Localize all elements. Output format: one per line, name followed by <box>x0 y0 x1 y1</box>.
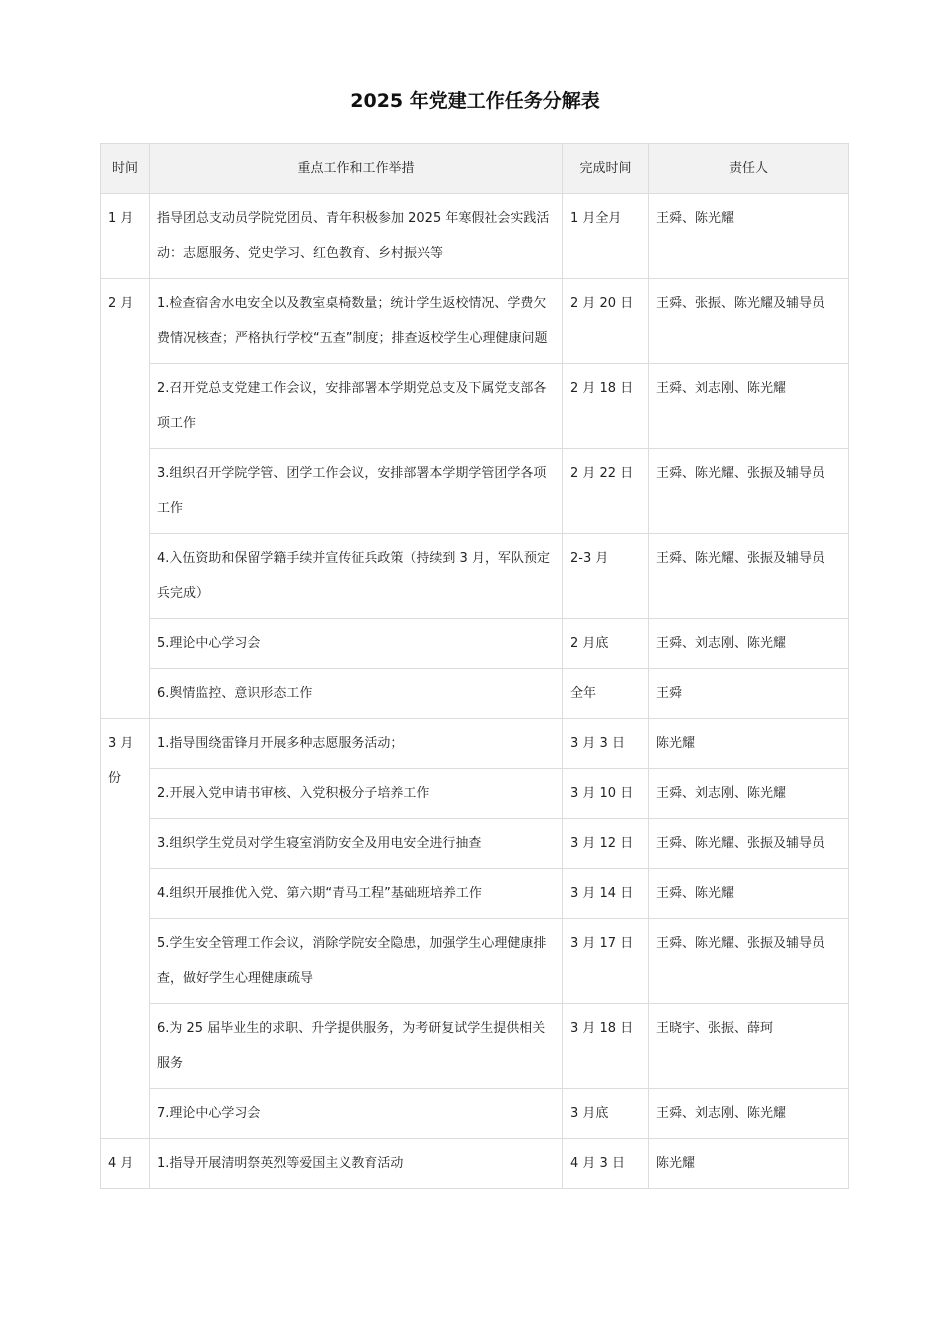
owner-cell: 王舜、陈光耀、张振及辅导员 <box>649 919 849 1004</box>
table-row <box>101 869 849 919</box>
date-cell: 3 月 17 日 <box>563 919 649 1004</box>
header-date: 完成时间 <box>563 144 649 194</box>
table-row <box>101 449 849 534</box>
owner-cell: 王舜、张振、陈光耀及辅导员 <box>649 279 849 364</box>
task-cell: 6.为 25 届毕业生的求职、升学提供服务，为考研复试学生提供相关服务 <box>150 1004 563 1089</box>
month-cell: 1 月 <box>101 194 150 279</box>
date-cell: 2 月 20 日 <box>563 279 649 364</box>
table-row <box>101 669 849 719</box>
table-row <box>101 1089 849 1139</box>
task-cell: 1.指导围绕雷锋月开展多种志愿服务活动； <box>150 719 563 769</box>
owner-cell: 王舜、刘志刚、陈光耀 <box>649 1089 849 1139</box>
table-row <box>101 364 849 449</box>
task-cell: 1.指导开展清明祭英烈等爱国主义教育活动 <box>150 1139 563 1189</box>
task-table <box>100 143 849 1189</box>
date-cell: 3 月底 <box>563 1089 649 1139</box>
owner-cell: 王舜 <box>649 669 849 719</box>
date-cell: 3 月 14 日 <box>563 869 649 919</box>
page-title: 2025 年党建工作任务分解表 <box>350 90 600 112</box>
table-row <box>101 1004 849 1089</box>
table-row <box>101 534 849 619</box>
table-row <box>101 769 849 819</box>
date-cell: 2 月底 <box>563 619 649 669</box>
owner-cell: 王舜、刘志刚、陈光耀 <box>649 364 849 449</box>
task-cell: 1.检查宿舍水电安全以及教室桌椅数量；统计学生返校情况、学费欠费情况核查；严格执行学校“五查”制度；排查返校学生心理健康问题 <box>150 279 563 364</box>
date-cell: 4 月 3 日 <box>563 1139 649 1189</box>
task-cell: 指导团总支动员学院党团员、青年积极参加 2025 年寒假社会实践活动：志愿服务、党史学习、红色教育、乡村振兴等 <box>150 194 563 279</box>
date-cell: 1 月全月 <box>563 194 649 279</box>
owner-cell: 王舜、陈光耀、张振及辅导员 <box>649 449 849 534</box>
date-cell: 3 月 3 日 <box>563 719 649 769</box>
date-cell: 3 月 10 日 <box>563 769 649 819</box>
month-cell: 3 月份 <box>101 719 150 1139</box>
task-cell: 5.理论中心学习会 <box>150 619 563 669</box>
task-cell: 6.舆情监控、意识形态工作 <box>150 669 563 719</box>
owner-cell: 王舜、陈光耀 <box>649 194 849 279</box>
owner-cell: 王舜、陈光耀 <box>649 869 849 919</box>
header-owner: 责任人 <box>649 144 849 194</box>
task-cell: 7.理论中心学习会 <box>150 1089 563 1139</box>
date-cell: 2-3 月 <box>563 534 649 619</box>
table-row <box>101 1139 849 1189</box>
owner-cell: 陈光耀 <box>649 1139 849 1189</box>
date-cell: 2 月 18 日 <box>563 364 649 449</box>
owner-cell: 王舜、陈光耀、张振及辅导员 <box>649 819 849 869</box>
header-task: 重点工作和工作举措 <box>150 144 563 194</box>
table-row <box>101 719 849 769</box>
task-cell: 4.组织开展推优入党、第六期“青马工程”基础班培养工作 <box>150 869 563 919</box>
owner-cell: 王舜、刘志刚、陈光耀 <box>649 619 849 669</box>
date-cell: 3 月 12 日 <box>563 819 649 869</box>
header-time: 时间 <box>101 144 150 194</box>
table-row <box>101 919 849 1004</box>
month-cell: 4 月 <box>101 1139 150 1189</box>
table-row <box>101 279 849 364</box>
owner-cell: 王晓宇、张振、薛珂 <box>649 1004 849 1089</box>
task-cell: 5.学生安全管理工作会议，消除学院安全隐患，加强学生心理健康排查，做好学生心理健康疏导 <box>150 919 563 1004</box>
task-cell: 3.组织召开学院学管、团学工作会议，安排部署本学期学管团学各项工作 <box>150 449 563 534</box>
owner-cell: 陈光耀 <box>649 719 849 769</box>
date-cell: 全年 <box>563 669 649 719</box>
date-cell: 3 月 18 日 <box>563 1004 649 1089</box>
table-header-row <box>101 144 849 194</box>
month-cell: 2 月 <box>101 279 150 719</box>
date-cell: 2 月 22 日 <box>563 449 649 534</box>
task-cell: 4.入伍资助和保留学籍手续并宣传征兵政策（持续到 3 月，军队预定兵完成） <box>150 534 563 619</box>
owner-cell: 王舜、陈光耀、张振及辅导员 <box>649 534 849 619</box>
task-cell: 2.召开党总支党建工作会议，安排部署本学期党总支及下属党支部各项工作 <box>150 364 563 449</box>
table-row <box>101 194 849 279</box>
owner-cell: 王舜、刘志刚、陈光耀 <box>649 769 849 819</box>
table-row <box>101 819 849 869</box>
task-cell: 2.开展入党申请书审核、入党积极分子培养工作 <box>150 769 563 819</box>
task-cell: 3.组织学生党员对学生寝室消防安全及用电安全进行抽查 <box>150 819 563 869</box>
table-row <box>101 619 849 669</box>
